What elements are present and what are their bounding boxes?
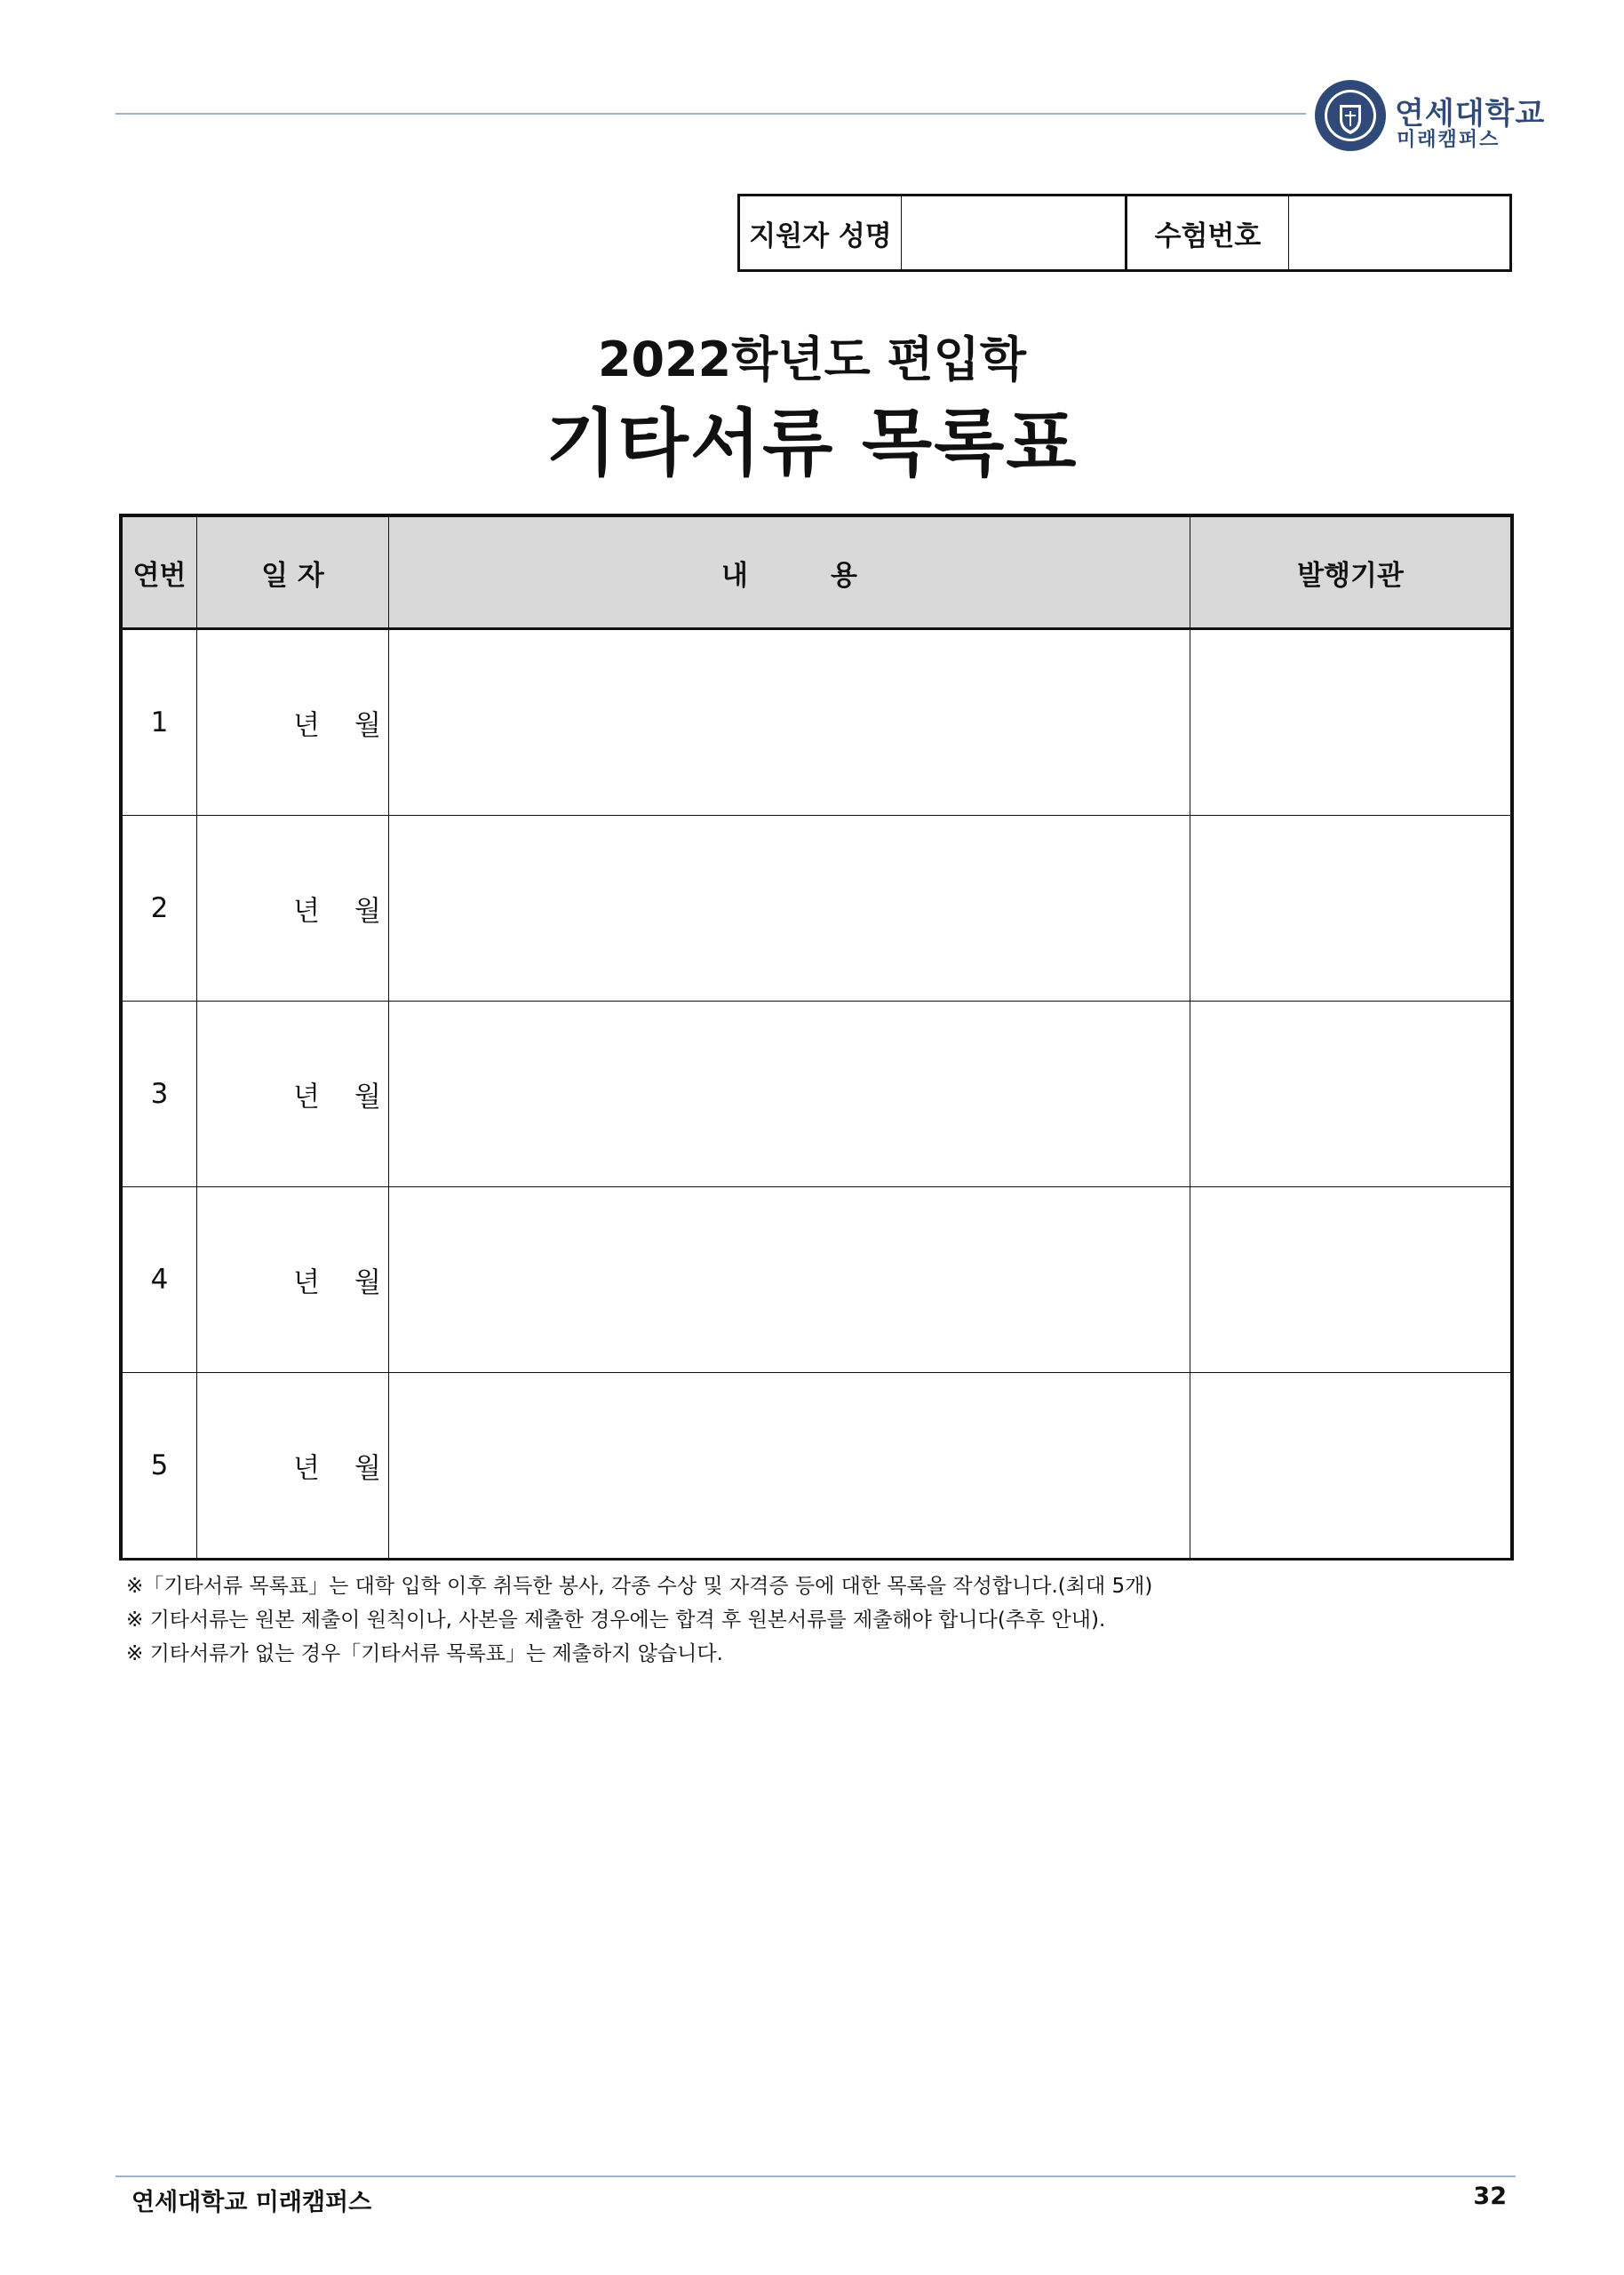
notes bbox=[126, 1569, 1512, 1671]
row-content-cell[interactable] bbox=[389, 629, 1190, 816]
row-issuer-cell[interactable] bbox=[1190, 1373, 1511, 1559]
table-row bbox=[123, 1002, 1511, 1187]
row-year-label: 년 bbox=[293, 709, 320, 742]
header-issuer: 발행기관 bbox=[1190, 517, 1511, 629]
row-content-cell[interactable] bbox=[389, 1002, 1190, 1187]
table-row bbox=[123, 629, 1511, 816]
page-number: 32 bbox=[1473, 2183, 1507, 2210]
table-row bbox=[123, 816, 1511, 1002]
document-title: 기타서류 목록표 bbox=[545, 402, 1079, 486]
row-number: 1 bbox=[123, 629, 197, 816]
row-issuer-cell[interactable] bbox=[1190, 816, 1511, 1002]
header-rule bbox=[115, 113, 1306, 115]
note-item: ※ 기타서류가 없는 경우「기타서류 목록표」는 제출하지 않습니다. bbox=[126, 1642, 723, 1665]
row-issuer-cell[interactable] bbox=[1190, 1002, 1511, 1187]
note-item: ※「기타서류 목록표」는 대학 입학 이후 취득한 봉사, 각종 수상 및 자격증 등에 대한 목록을 작성합니다.(최대 5개) bbox=[126, 1575, 1153, 1598]
header-content: 내 용 bbox=[389, 517, 1190, 629]
row-date-cell[interactable] bbox=[197, 629, 389, 816]
header-date: 일 자 bbox=[197, 517, 389, 629]
row-month-label: 월 bbox=[354, 709, 381, 742]
row-date-cell[interactable] bbox=[197, 1002, 389, 1187]
row-month-label: 월 bbox=[354, 895, 381, 928]
documents-list-table bbox=[119, 514, 1514, 1561]
header-no: 연번 bbox=[123, 517, 197, 629]
footer-rule bbox=[115, 2175, 1516, 2177]
row-content-cell[interactable] bbox=[389, 1187, 1190, 1373]
row-issuer-cell[interactable] bbox=[1190, 1187, 1511, 1373]
logo-text-sub: 미래캠퍼스 bbox=[1397, 129, 1501, 151]
row-content-cell[interactable] bbox=[389, 816, 1190, 1002]
university-seal-icon bbox=[1313, 78, 1388, 153]
row-issuer-cell[interactable] bbox=[1190, 629, 1511, 816]
document-subtitle: 2022학년도 편입학 bbox=[597, 331, 1027, 387]
applicant-name-field[interactable] bbox=[902, 196, 1127, 269]
row-date-cell[interactable] bbox=[197, 1187, 389, 1373]
row-year-label: 년 bbox=[293, 1266, 320, 1299]
exam-number-field[interactable] bbox=[1289, 196, 1509, 269]
footer-institution: 연세대학교 미래캠퍼스 bbox=[131, 2189, 372, 2216]
applicant-name-label: 지원자 성명 bbox=[740, 196, 902, 269]
table-row bbox=[123, 1187, 1511, 1373]
row-date-cell[interactable] bbox=[197, 1373, 389, 1559]
table-header-row bbox=[123, 517, 1511, 629]
applicant-info-box bbox=[737, 194, 1512, 272]
note-item: ※ 기타서류는 원본 제출이 원칙이나, 사본을 제출한 경우에는 합격 후 원본서류를 제출해야 합니다(추후 안내). bbox=[126, 1608, 1106, 1632]
row-month-label: 월 bbox=[354, 1266, 381, 1299]
row-month-label: 월 bbox=[354, 1081, 381, 1114]
row-month-label: 월 bbox=[354, 1452, 381, 1485]
row-year-label: 년 bbox=[293, 1452, 320, 1485]
exam-number-label: 수험번호 bbox=[1127, 196, 1289, 269]
row-content-cell[interactable] bbox=[389, 1373, 1190, 1559]
row-number: 3 bbox=[123, 1002, 197, 1187]
row-year-label: 년 bbox=[293, 895, 320, 928]
row-number: 4 bbox=[123, 1187, 197, 1373]
table-row bbox=[123, 1373, 1511, 1559]
row-number: 2 bbox=[123, 816, 197, 1002]
row-number: 5 bbox=[123, 1373, 197, 1559]
row-year-label: 년 bbox=[293, 1081, 320, 1114]
logo-text-main: 연세대학교 bbox=[1395, 96, 1546, 132]
row-date-cell[interactable] bbox=[197, 816, 389, 1002]
